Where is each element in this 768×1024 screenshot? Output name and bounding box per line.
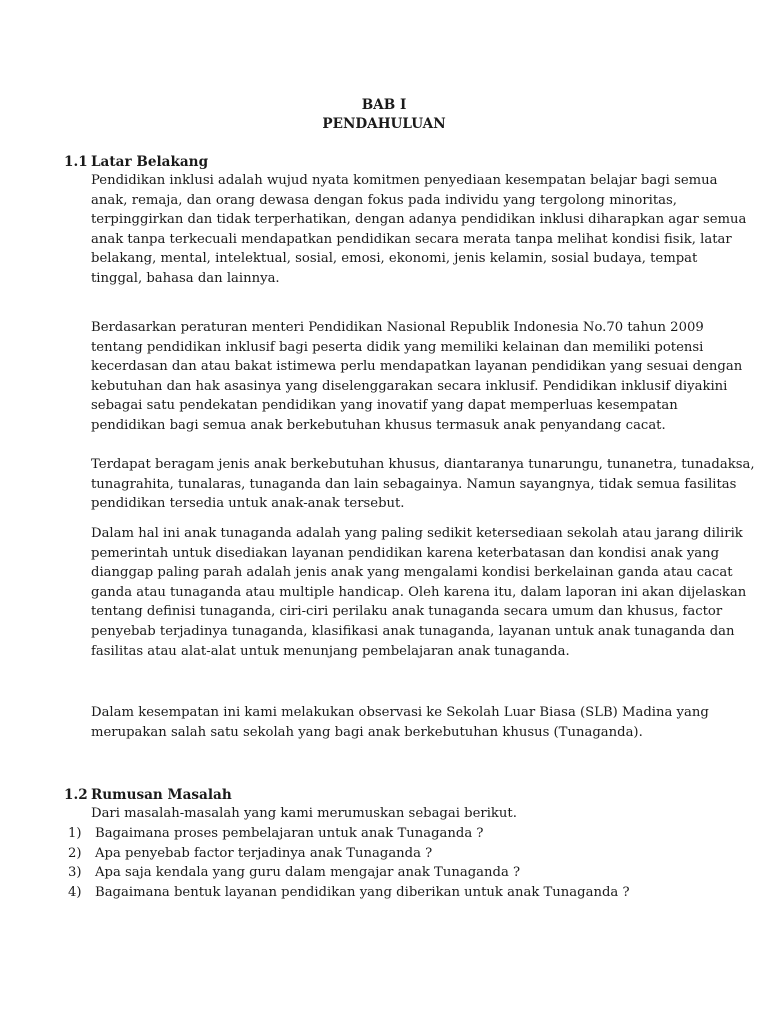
paragraph-line: fasilitas atau alat-alat untuk menunjang pembelajaran anak tunaganda. xyxy=(91,643,570,659)
paragraph-line: Dalam hal ini anak tunaganda adalah yang paling sedikit ketersediaan sekolah atau jarang dilirik xyxy=(91,526,743,541)
paragraph-line: anak, remaja, dan orang dewasa dengan fokus pada individu yang tergolong minoritas, xyxy=(91,192,677,208)
paragraph-line: kebutuhan dan hak asasinya yang diselenggarakan secara inklusif. Pendidikan inklusif diyakini xyxy=(91,378,728,394)
paragraph-line: tentang definisi tunaganda, ciri-ciri perilaku anak tunaganda secara umum dan khusus, factor xyxy=(91,604,723,620)
paragraph-line: ganda atau tunaganda atau multiple handicap. Oleh karena itu, dalam laporan ini akan dijelaskan xyxy=(91,584,747,600)
list-item-text: Apa penyebab factor terjadinya anak Tunaganda ? xyxy=(95,846,433,861)
paragraph-line: pendidikan tersedia untuk anak-anak tersebut. xyxy=(91,496,405,512)
paragraph-line: belakang, mental, intelektual, sosial, emosi, ekonomi, jenis kelamin, sosial budaya, tempat xyxy=(91,251,698,267)
paragraph-line: anak tanpa terkecuali mendapatkan pendidikan secara merata tanpa melihat kondisi fisik, latar xyxy=(91,231,732,247)
paragraph-line: tunagrahita, tunalaras, tunaganda dan lain sebagainya. Namun sayangnya, tidak semua fasilitas xyxy=(91,476,737,492)
section-number: 1.1 xyxy=(64,154,88,170)
list-item-text: Bagaimana proses pembelajaran untuk anak Tunaganda ? xyxy=(95,826,484,841)
list-item-number: 3) xyxy=(68,865,82,880)
chapter-title: PENDAHULUAN xyxy=(322,116,446,132)
list-item-number: 2) xyxy=(68,846,82,861)
paragraph-line: Dalam kesempatan ini kami melakukan observasi ke Sekolah Luar Biasa (SLB) Madina yang xyxy=(91,705,709,720)
chapter-number: BAB I xyxy=(361,97,407,113)
section-number: 1.2 xyxy=(64,787,88,803)
paragraph-line: tinggal, bahasa dan lainnya. xyxy=(91,270,280,286)
paragraph-line: tentang pendidikan inklusif bagi peserta didik yang memiliki kelainan dan memiliki potensi xyxy=(91,339,704,355)
section-title: Rumusan Masalah xyxy=(91,787,232,803)
list-item xyxy=(68,824,483,844)
paragraph-1 xyxy=(91,171,747,289)
list-item xyxy=(68,863,520,883)
list-item xyxy=(68,883,630,903)
paragraph-5 xyxy=(91,703,709,742)
paragraph-line: sebagai satu pendekatan pendidikan yang inovatif yang dapat memperluas kesempatan xyxy=(91,398,678,414)
paragraph-2 xyxy=(91,318,743,436)
section-title: Latar Belakang xyxy=(91,154,209,170)
list-item xyxy=(68,844,432,864)
section-intro: Dari masalah-masalah yang kami merumuskan sebagai berikut. xyxy=(91,806,517,821)
paragraph-line: merupakan salah satu sekolah yang bagi anak berkebutuhan khusus (Tunaganda). xyxy=(91,724,643,740)
list-item-text: Bagaimana bentuk layanan pendidikan yang diberikan untuk anak Tunaganda ? xyxy=(95,885,630,900)
paragraph-line: pemerintah untuk disediakan layanan pendidikan karena keterbatasan dan kondisi anak yang xyxy=(91,545,720,561)
list-item-number: 4) xyxy=(68,885,82,900)
paragraph-line: dianggap paling parah adalah jenis anak yang mengalami kondisi berkelainan ganda atau cacat xyxy=(91,565,733,581)
paragraph-line: Berdasarkan peraturan menteri Pendidikan Nasional Republik Indonesia No.70 tahun 2009 xyxy=(91,320,704,335)
paragraph-line: Terdapat beragam jenis anak berkebutuhan khusus, diantaranya tunarungu, tunanetra, tunadaksa, xyxy=(91,457,755,472)
section-heading-rumusan-masalah xyxy=(64,787,232,803)
paragraph-line: terpinggirkan dan tidak terperhatikan, dengan adanya pendidikan inklusi diharapkan agar semua xyxy=(91,212,747,228)
paragraph-4 xyxy=(91,524,747,661)
paragraph-line: kecerdasan dan atau bakat istimewa perlu mendapatkan layanan pendidikan yang sesuai dengan xyxy=(91,359,743,375)
list-item-number: 1) xyxy=(68,826,82,841)
list-item-text: Apa saja kendala yang guru dalam mengajar anak Tunaganda ? xyxy=(95,865,521,880)
paragraph-line: Pendidikan inklusi adalah wujud nyata komitmen penyediaan kesempatan belajar bagi semua xyxy=(91,173,718,188)
paragraph-line: pendidikan bagi semua anak berkebutuhan khusus termasuk anak penyandang cacat. xyxy=(91,417,666,433)
paragraph-3 xyxy=(91,455,755,514)
section-heading-latar-belakang xyxy=(64,154,208,170)
paragraph-line: penyebab terjadinya tunaganda, klasifikasi anak tunaganda, layanan untuk anak tunaganda dan xyxy=(91,623,735,639)
